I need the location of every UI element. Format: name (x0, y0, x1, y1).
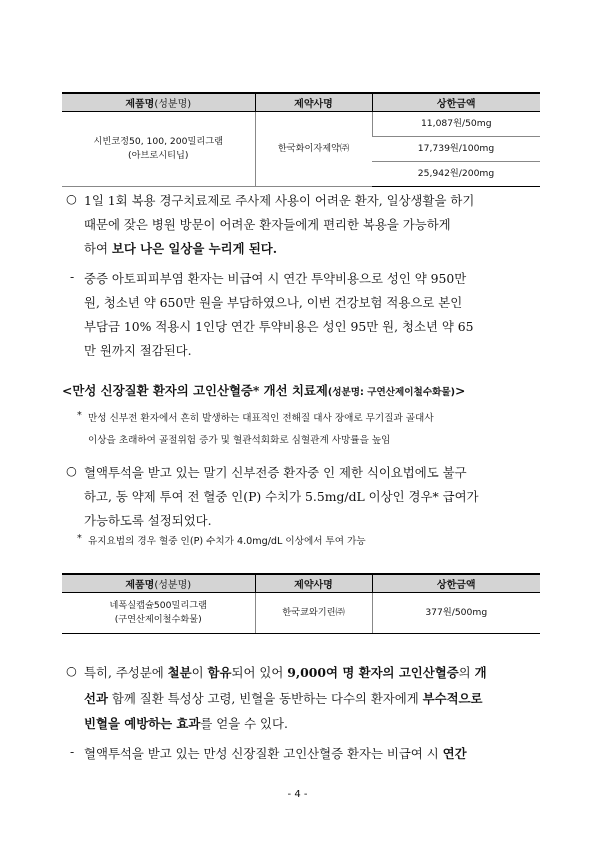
footnote1-line2: 이상을 초래하여 골절위험 증가 및 혈관석회화로 심혈관계 사망률을 높임 (88, 435, 391, 446)
header-product: 제품명(성분명) (62, 93, 255, 112)
product-cell: 네폭실캡슐500밀리그램 (구연산제이철수화물) (62, 593, 255, 634)
bullet: ○ (66, 191, 77, 206)
bullet: ○ (66, 663, 77, 678)
para2-line2: 원, 청소년 약 650만 원을 부담하였으나, 이번 건강보험 적용으로 본인 (84, 295, 463, 310)
para4-line1: 특히, 주성분에 철분이 함유되어 있어 9,000여 명 환자의 고인산혈증의 개 (84, 665, 487, 680)
header-company: 제약사명 (255, 93, 372, 112)
footnote1-line1: 만성 신부전 환자에서 흔히 발생하는 대표적인 전해질 대사 장애로 무기질과 골대사 (88, 413, 434, 424)
company-cell: 한국화이자제약㈜ (255, 112, 372, 187)
para1-line1: 1일 1회 복용 경구치료제로 주사제 사용이 어려운 환자, 일상생활을 하기 (84, 193, 475, 208)
page-number: - 4 - (287, 789, 308, 800)
footnote-mark: * (77, 533, 82, 544)
product-cell: 시빈코정50, 100, 200밀리그램 (아브로시티닙) (62, 112, 255, 187)
header-product: 제품명(성분명) (62, 574, 255, 593)
section-heading: <만성 신장질환 환자의 고인산혈증* 개선 치료제(성분명: 구연산제이철수화물)> (62, 383, 466, 398)
price-table-1 (62, 92, 540, 187)
header-price: 상한금액 (372, 93, 540, 112)
footnote2-text: 유지요법의 경우 혈중 인(P) 수치가 4.0mg/dL 이상에서 투여 가능 (88, 536, 366, 547)
dash-marker: - (70, 269, 75, 284)
para2-line1: 중증 아토피피부염 환자는 비급여 시 연간 투약비용으로 성인 약 950만 (84, 271, 467, 286)
para2-line4: 만 원까지 절감된다. (84, 343, 192, 358)
para1-line3: 하여 보다 나은 일상을 누리게 된다. (84, 241, 278, 256)
price-cell: 25,942원/200mg (372, 162, 540, 187)
dash-marker: - (70, 744, 75, 759)
table-row (62, 112, 540, 137)
company-cell: 한국쿄와기린㈜ (255, 593, 372, 634)
header-price: 상한금액 (372, 574, 540, 593)
para3-line3: 가능하도록 설정되었다. (84, 513, 212, 528)
para4-line3: 빈혈을 예방하는 효과를 얻을 수 있다. (84, 716, 288, 731)
footnote-mark: * (77, 410, 82, 421)
table-header-row (62, 574, 540, 593)
price-cell: 17,739원/100mg (372, 137, 540, 162)
para4-line2: 선과 함께 질환 특성상 고령, 빈혈을 동반하는 다수의 환자에게 부수적으로 (84, 691, 483, 706)
price-table-2 (62, 573, 540, 634)
price-cell: 11,087원/50mg (372, 112, 540, 137)
para3-line1: 혈액투석을 받고 있는 말기 신부전증 환자중 인 제한 식이요법에도 불구 (84, 465, 467, 480)
table-header-row (62, 93, 540, 112)
bullet: ○ (66, 463, 77, 478)
para3-line2: 하고, 동 약제 투여 전 혈중 인(P) 수치가 5.5mg/dL 이상인 경우* 급여가 (84, 489, 479, 504)
table-row (62, 593, 540, 634)
para2-line3: 부담금 10% 적용시 1인당 연간 투약비용은 성인 95만 원, 청소년 약 65 (84, 319, 474, 334)
price-cell: 377원/500mg (372, 593, 540, 634)
para1-line2: 때문에 잦은 병원 방문이 어려운 환자들에게 편리한 복용을 가능하게 (84, 217, 451, 232)
header-company: 제약사명 (255, 574, 372, 593)
para5-line1: 혈액투석을 받고 있는 만성 신장질환 고인산혈증 환자는 비급여 시 연간 (84, 746, 467, 761)
